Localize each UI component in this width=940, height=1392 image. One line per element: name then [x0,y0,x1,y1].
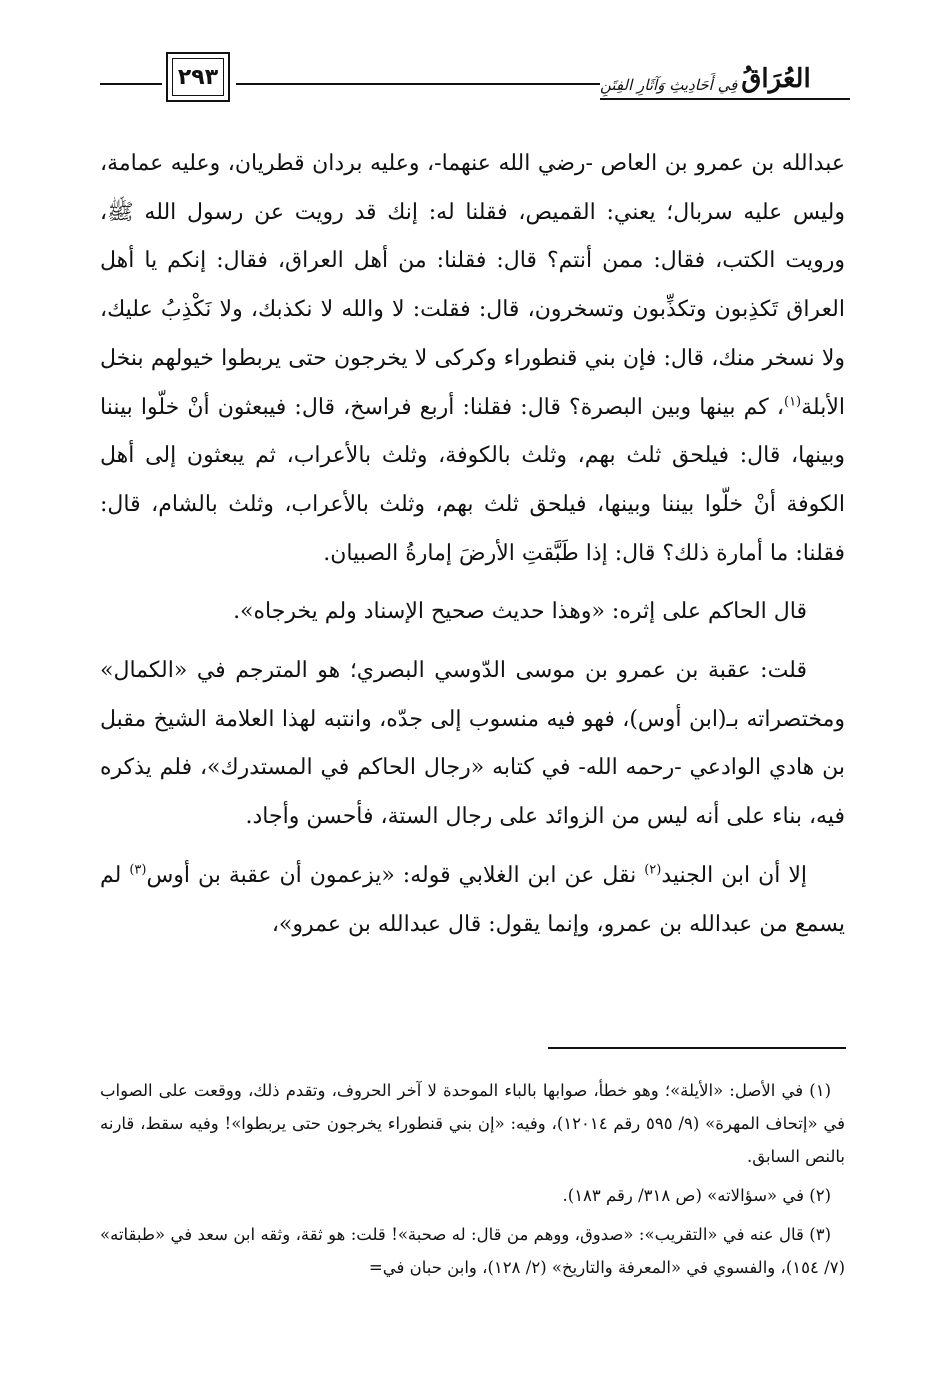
footnote-separator [548,1047,846,1049]
running-title-sub: فِي أَحَادِيثِ وَآثَارِ الفِتَنِ [600,76,738,94]
footnote-ref-1: (١) [783,394,802,410]
paragraph-4 [100,852,845,949]
footnotes [100,1074,845,1284]
running-title-main: العُرَاقُ [741,64,811,94]
paragraph-1-text-after: ، كم بينها وبين البصرة؟ قال: فقلنا: أربع فراسخ، قال: فيبعثون أنْ خلّوا بيننا وبينها، قال: فيلحق ثلث بهم، وثلث بالكوفة، وثلث بالأعراب، ثم يبعثون إلى أهل الكوفة أنْ خلّوا بيننا وبينها، فيلحق ثلث بهم، وثلث بالأعراب، وثلث بالشام، قال: فقلنا: ما أمارة ذلك؟ قال: إذا طَبَّقتِ الأرضَ إمارةُ الصبيان. [100,394,845,566]
running-title [600,54,850,100]
page-header [100,50,850,106]
paragraph-2: قال الحاكم على إثره: «وهذا حديث صحيح الإسناد ولم يخرجاه». [233,599,807,625]
main-text [100,140,845,949]
header-rule-left [100,83,162,85]
paragraph-1 [100,140,845,578]
footnote-ref-3: (٣) [129,862,147,878]
header-rule-middle [236,83,600,85]
footnote-3: (٣) قال عنه في «التقريب»: «صدوق، ووهم من قال: له صحبة»! قلت: هو ثقة، وثقه ابن سعد في «طبقاته» (٧/ ١٥٤)، والفسوي في «المعرفة والتاريخ» (٢/ ١٢٨)، وابن حبان في= [100,1225,845,1277]
paragraph-4-text-mid: نقل عن ابن الغلابي قوله: «يزعمون أن عقبة بن أوس [146,862,645,888]
paragraph-4-text-after: لم يسمع من عبدالله بن عمرو، وإنما يقول: قال عبدالله بن عمرو»، [100,862,845,937]
page-number: ٢٩٣ [177,64,219,90]
footnote-1: (١) في الأصل: «الأيلة»؛ وهو خطأ، صوابها بالباء الموحدة لا آخر الحروف، وتقدم ذلك، ووقعت على الصواب في «إتحاف المهرة» (٩/ ٥٩٥ رقم ١٢٠١٤)، وفيه: «إن بني قنطوراء يخرجون حتى يربطوا»! وفيه سقط، قارنه بالنص السابق. [100,1081,846,1166]
footnote-ref-2: (٢) [644,862,662,878]
page-number-frame [166,52,230,102]
paragraph-1-text: عبدالله بن عمرو بن العاص -رضي الله عنهما-، وعليه بردان قطريان، وعليه عمامة، وليس عليه سربال؛ يعني: القميص، فقلنا له: إنك قد رويت عن رسول الله ﷺ، ورويت الكتب، فقال: ممن أنتم؟ قال: فقلنا: من أهل العراق، فقال: إنكم يا أهل العراق تَكذِبون وتكذِّبون وتسخرون، قال: فقلت: لا والله لا نكذبك، ولا نَكْذِبُ عليك، ولا نسخر منك، قال: فإن بني قنطوراء وكركى لا يخرجون حتى يربطوا خيولهم بنخل الأبلة [100,151,845,420]
paragraph-3: قلت: عقبة بن عمرو بن موسى الدّوسي البصري؛ هو المترجم في «الكمال» ومختصراته بـ(ابن أوس)، فهو فيه منسوب إلى جدّه، وانتبه لهذا العلامة الشيخ مقبل بن هادي الوادعي -رحمه الله- في كتابه «رجال الحاكم في المستدرك»، فلم يذكره فيه، بناء على أنه ليس من الزوائد على رجال الستة، فأحسن وأجاد. [100,658,845,830]
footnote-2: (٢) في «سؤالاته» (ص ٣١٨/ رقم ١٨٣). [562,1186,831,1205]
paragraph-4-text-before: إلا أن ابن الجنيد [661,862,807,888]
